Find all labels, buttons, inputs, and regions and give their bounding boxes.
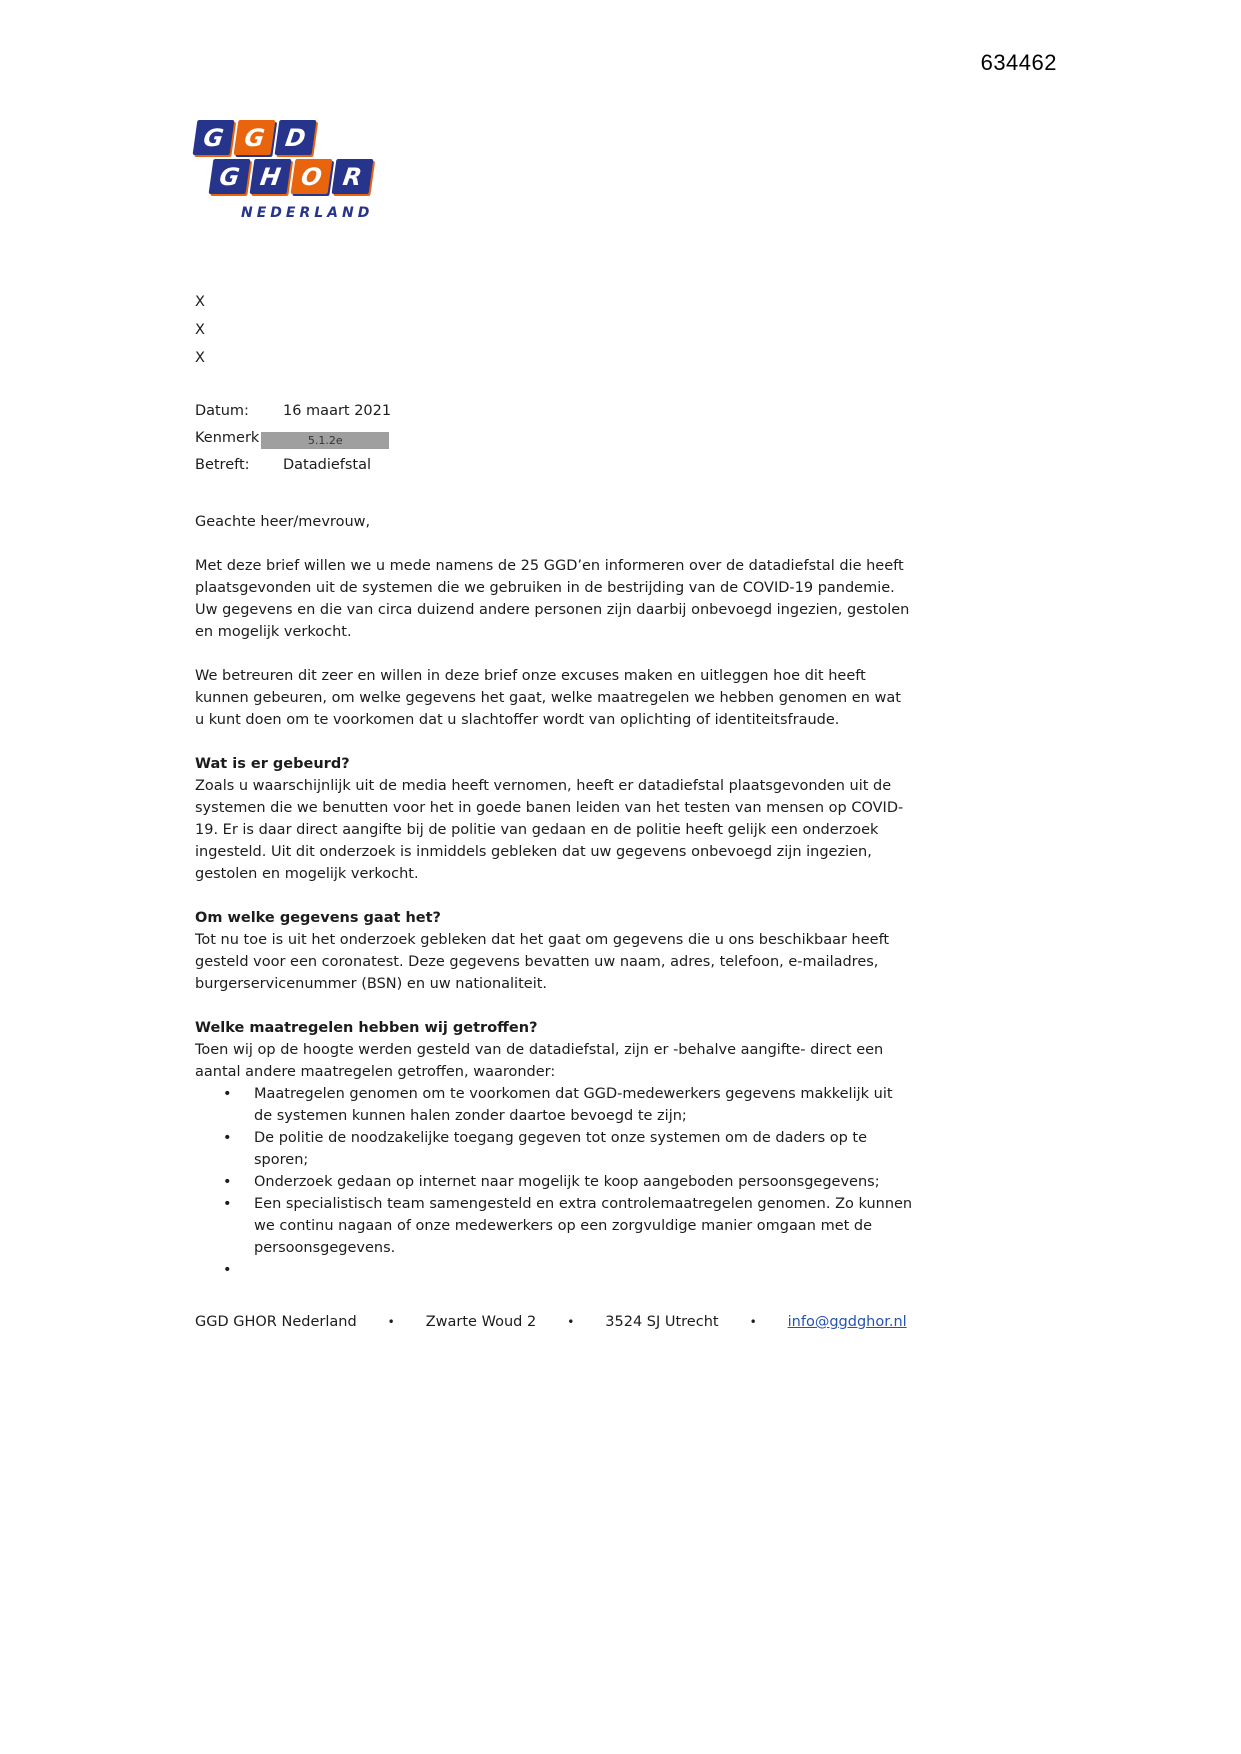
addressee-line: X [195, 322, 205, 338]
section-heading: Welke maatregelen hebben wij getroffen? [195, 1020, 538, 1036]
logo-letter-tile: G [193, 120, 235, 155]
footer-org-name: GGD GHOR Nederland [195, 1314, 357, 1330]
section-wat-is-er-gebeurd [195, 753, 913, 885]
betreft-value: Datadiefstal [283, 457, 372, 473]
addressee-line: X [195, 350, 205, 366]
footer-separator-dot: • [387, 1315, 395, 1329]
footer-separator-dot: • [567, 1315, 575, 1329]
meta-row-kenmerk [195, 425, 913, 452]
addressee-block [195, 288, 913, 372]
section-heading: Om welke gegevens gaat het? [195, 910, 441, 926]
logo-subtitle: NEDERLAND [241, 205, 374, 221]
section-om-welke-gegevens [195, 907, 913, 995]
kenmerk-redaction-box: 5.1.2e [261, 432, 389, 449]
kenmerk-label: Kenmerk [195, 430, 260, 446]
section-heading: Wat is er gebeurd? [195, 756, 350, 772]
logo-letter-tile: R [332, 159, 374, 194]
datum-value: 16 maart 2021 [283, 403, 392, 419]
footer-separator-dot: • [749, 1315, 757, 1329]
intro-paragraph: We betreuren dit zeer en willen in deze brief onze excuses maken en uitleggen hoe dit heeft kunnen gebeuren, om welke gegevens het gaat, welke maatregelen we hebben genomen en wat u kunt doen om te voorkomen dat u slachtoffer wordt van oplichting of identiteitsfraude. [195, 668, 901, 728]
datum-label: Datum: [195, 403, 249, 419]
measures-list [195, 1083, 913, 1281]
section-paragraph: Tot nu toe is uit het onderzoek gebleken dat het gaat om gegevens die u ons beschikbaar heeft gesteld voor een coronatest. Deze gegevens bevatten uw naam, adres, telefoon, e-mailadres, burgerservicenummer (BSN) en uw nationaliteit. [195, 932, 890, 992]
section-paragraph: Toen wij op de hoogte werden gesteld van de datadiefstal, zijn er -behalve aangifte- direct een aantal andere maatregelen getroffen, waaronder: [195, 1042, 884, 1080]
logo-letter-tile: G [234, 120, 276, 155]
salutation: Geachte heer/mevrouw, [195, 514, 371, 530]
addressee-line: X [195, 294, 205, 310]
list-item: • Maatregelen genomen om te voorkomen dat GGD-medewerkers gegevens makkelijk uit de systemen kunnen halen zonder daartoe bevoegd te zijn; [223, 1083, 913, 1127]
section-paragraph: Zoals u waarschijnlijk uit de media heeft vernomen, heeft er datadiefstal plaatsgevonden uit de systemen die we benutten voor het in goede banen leiden van het testen van mensen op COVID-19. Er is daar direct aangifte bij de politie van gedaan en de politie heeft gelijk een onderzoek ingesteld. Uit dit onderzoek is inmiddels gebleken dat uw gegevens onbevoegd zijn ingezien, gestolen en mogelijk verkocht. [195, 778, 904, 882]
footer-email-link[interactable]: info@ggdghor.nl [787, 1314, 907, 1330]
list-item-empty [223, 1259, 913, 1281]
list-item: • Een specialistisch team samengesteld en extra controlemaatregelen genomen. Zo kunnen we continu nagaan of onze medewerkers op een zorgvuldige manier omgaan met de persoonsgegevens. [223, 1193, 913, 1259]
meta-block [195, 398, 913, 479]
logo-letter-tile: O [291, 159, 333, 194]
section-welke-maatregelen [195, 1017, 913, 1281]
footer-street: Zwarte Woud 2 [425, 1314, 537, 1330]
ggd-ghor-logo [195, 120, 415, 224]
list-item: • Onderzoek gedaan op internet naar mogelijk te koop aangeboden persoonsgegevens; [223, 1171, 913, 1193]
intro-paragraph: Met deze brief willen we u mede namens de 25 GGD’en informeren over de datadiefstal die heeft plaatsgevonden uit de systemen die we gebruiken in de bestrijding van de COVID-19 pandemie. Uw gegevens en die van circa duizend andere personen zijn daarbij onbevoegd ingezien, gestolen en mogelijk verkocht. [195, 558, 910, 640]
letter-content [195, 0, 913, 1281]
betreft-label: Betreft: [195, 457, 250, 473]
footer-city: 3524 SJ Utrecht [605, 1314, 719, 1330]
list-item: • De politie de noodzakelijke toegang gegeven tot onze systemen om de daders op te sporen; [223, 1127, 913, 1171]
doc-number: 634462 [980, 50, 1057, 75]
footer [195, 1314, 907, 1330]
logo-row-ggd [195, 120, 415, 155]
logo-letter-tile: D [275, 120, 317, 155]
meta-row-betreft [195, 452, 913, 479]
logo-row-ghor [211, 159, 415, 194]
logo-letter-tile: G [209, 159, 251, 194]
logo-letter-tile: H [250, 159, 292, 194]
meta-row-datum [195, 398, 913, 425]
